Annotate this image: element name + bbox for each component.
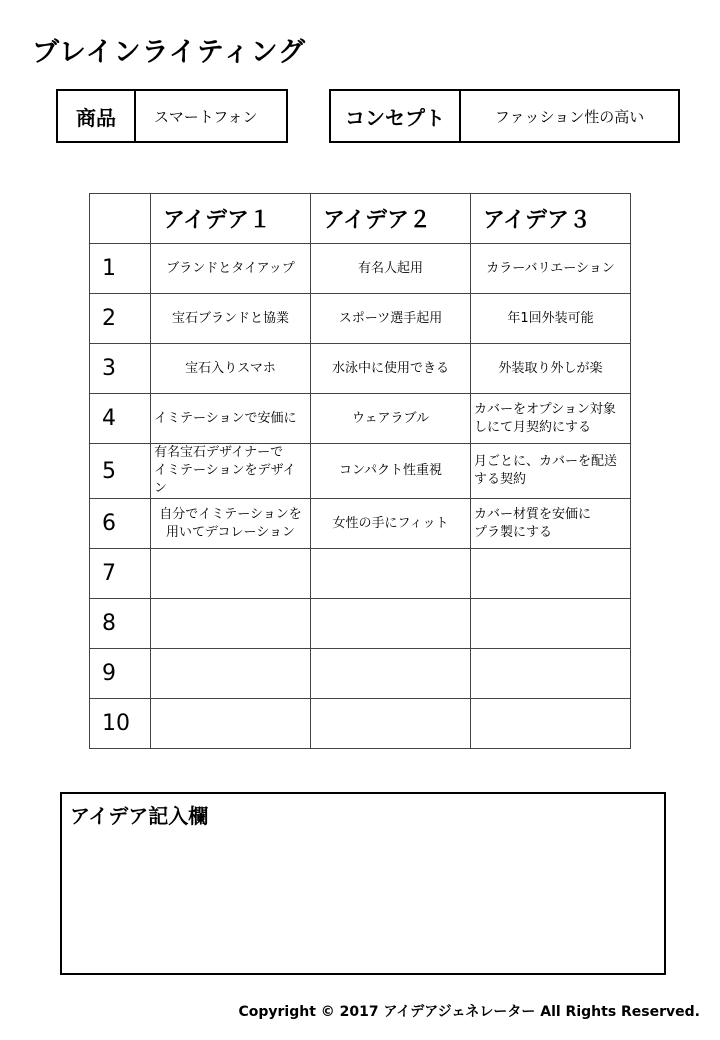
idea-cell-3[interactable] [471,649,631,699]
table-row [90,294,631,344]
product-value[interactable]: スマートフォン [154,107,258,126]
idea-cell-3[interactable]: カバーをオプション対象 しにて月契約にする [471,394,631,444]
idea-cell-3[interactable]: カラーバリエーション [471,244,631,294]
table-row [90,344,631,394]
table-row [90,499,631,549]
idea-cell-1[interactable] [151,649,311,699]
idea-entry-box[interactable] [60,792,666,975]
table-row [90,599,631,649]
concept-box [329,89,680,143]
page-title: ブレインライティング [32,37,307,68]
row-number: 6 [90,499,151,549]
row-number: 9 [90,649,151,699]
idea-cell-1[interactable]: 有名宝石デザイナーで イミテーションをデザイン [151,444,311,499]
idea-cell-3[interactable] [471,699,631,749]
product-label: 商品 [58,91,136,141]
idea-cell-1[interactable]: 宝石入りスマホ [151,344,311,394]
row-number: 5 [90,444,151,499]
table-row [90,394,631,444]
table-row [90,649,631,699]
row-number: 8 [90,599,151,649]
idea-cell-1[interactable]: 宝石ブランドと協業 [151,294,311,344]
idea-cell-2[interactable]: 水泳中に使用できる [311,344,471,394]
row-number: 10 [90,699,151,749]
row-number: 4 [90,394,151,444]
concept-label: コンセプト [331,91,461,141]
idea-cell-2[interactable]: 女性の手にフィット [311,499,471,549]
idea-cell-1[interactable] [151,549,311,599]
idea-cell-2[interactable]: コンパクト性重視 [311,444,471,499]
idea-cell-3[interactable]: カバー材質を安価に プラ製にする [471,499,631,549]
idea-cell-1[interactable]: 自分でイミテーションを 用いてデコレーション [151,499,311,549]
table-header-row [90,194,631,244]
idea-cell-3[interactable]: 外装取り外しが楽 [471,344,631,394]
idea-table [89,193,631,749]
idea-cell-2[interactable]: ウェアラブル [311,394,471,444]
idea-cell-2[interactable]: 有名人起用 [311,244,471,294]
row-number: 3 [90,344,151,394]
row-number: 2 [90,294,151,344]
idea-cell-2[interactable] [311,599,471,649]
row-number: 7 [90,549,151,599]
concept-value[interactable]: ファッション性の高い [494,107,645,126]
copyright-text: Copyright © 2017 アイデアジェネレーター All Rights Reserved. [238,1004,700,1020]
table-row [90,549,631,599]
idea-cell-2[interactable]: スポーツ選手起用 [311,294,471,344]
idea-cell-1[interactable] [151,699,311,749]
idea-cell-2[interactable] [311,649,471,699]
idea-cell-3[interactable]: 月ごとに、カバーを配送 する契約 [471,444,631,499]
idea-cell-2[interactable] [311,549,471,599]
idea-cell-2[interactable] [311,699,471,749]
idea-cell-1[interactable] [151,599,311,649]
header-corner [90,194,151,244]
idea-cell-3[interactable] [471,549,631,599]
header-idea-3: アイデア３ [471,194,631,244]
product-box [56,89,288,143]
row-number: 1 [90,244,151,294]
table-row [90,244,631,294]
idea-cell-1[interactable]: ブランドとタイアップ [151,244,311,294]
idea-cell-1[interactable]: イミテーションで安価に [151,394,311,444]
header-idea-1: アイデア１ [151,194,311,244]
idea-cell-3[interactable]: 年1回外装可能 [471,294,631,344]
idea-cell-3[interactable] [471,599,631,649]
table-row [90,699,631,749]
header-idea-2: アイデア２ [311,194,471,244]
idea-entry-label: アイデア記入欄 [70,804,209,828]
table-row [90,444,631,499]
